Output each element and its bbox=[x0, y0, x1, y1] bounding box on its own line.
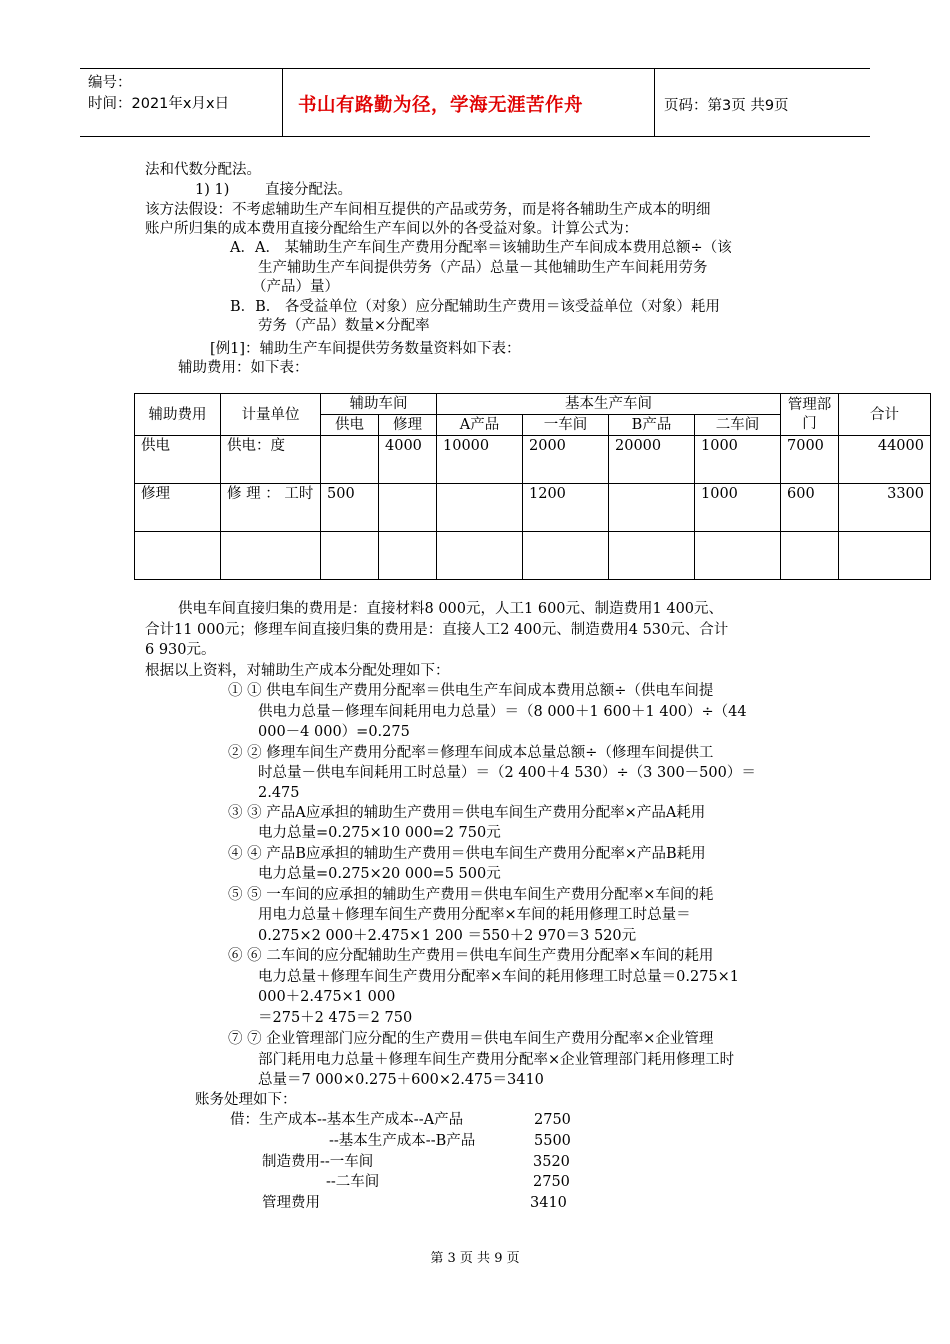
table-header: 基本生产车间 bbox=[437, 394, 781, 415]
code-label: 编号： bbox=[88, 75, 132, 91]
journal-entry-account: 制造费用--一车间 bbox=[262, 1154, 374, 1170]
service-quantity-table bbox=[134, 393, 931, 580]
body-text: 辅助费用：如下表： bbox=[178, 360, 309, 376]
body-text: 根据以上资料，对辅助生产成本分配处理如下： bbox=[145, 663, 450, 679]
table-cell bbox=[379, 484, 437, 532]
header-meta bbox=[88, 73, 229, 115]
calc-item-5: 0.275×2 000＋2.475×1 200 ＝550＋2 970＝3 520元 bbox=[258, 928, 637, 944]
body-text: 该方法假设：不考虑辅助生产车间相互提供的产品或劳务，而是将各辅助生产成本的明细 bbox=[145, 202, 711, 218]
journal-heading: 账务处理如下： bbox=[195, 1092, 297, 1108]
table-cell bbox=[221, 532, 321, 580]
header-divider bbox=[282, 69, 283, 136]
journal-entry-account: 管理费用 bbox=[262, 1195, 320, 1211]
journal-entry-account: --基本生产成本--B产品 bbox=[329, 1133, 476, 1149]
formula-a: （产品）量） bbox=[252, 279, 339, 295]
table-cell: 44000 bbox=[839, 436, 931, 484]
table-cell bbox=[609, 532, 695, 580]
body-text: 法和代数分配法。 bbox=[145, 162, 261, 178]
table-cell bbox=[437, 484, 523, 532]
table-cell: 供电：度 bbox=[221, 436, 321, 484]
table-cell bbox=[379, 532, 437, 580]
calc-item-3: ③ ③ 产品A应承担的辅助生产费用＝供电车间生产费用分配率×产品A耗用 bbox=[228, 805, 706, 821]
table-header: 管理部门 bbox=[781, 394, 839, 436]
table-row bbox=[135, 484, 931, 532]
calc-item-6: 电力总量＋修理车间生产费用分配率×车间的耗用修理工时总量＝0.275×1 bbox=[258, 969, 740, 985]
table-row bbox=[135, 532, 931, 580]
body-text: 供电车间直接归集的费用是：直接材料8 000元，人工1 600元、制造费用1 400元、 bbox=[178, 601, 724, 617]
table-cell: 4000 bbox=[379, 436, 437, 484]
table-cell: 修 理 ： 工时 bbox=[221, 484, 321, 532]
list-number: 1) 1) bbox=[195, 182, 230, 198]
body-text: 合计11 000元；修理车间直接归集的费用是：直接人工2 400元、制造费用4 530元、合计 bbox=[145, 622, 729, 638]
table-cell: 供电 bbox=[135, 436, 221, 484]
table-header: 辅助车间 bbox=[321, 394, 437, 415]
formula-b: 劳务（产品）数量×分配率 bbox=[258, 318, 430, 334]
table-cell bbox=[135, 532, 221, 580]
table-subheader: 供电 bbox=[321, 415, 379, 436]
header-motto: 书山有路勤为径，学海无涯苦作舟 bbox=[298, 95, 584, 116]
table-row bbox=[135, 436, 931, 484]
table-cell bbox=[523, 532, 609, 580]
table-cell: 20000 bbox=[609, 436, 695, 484]
calc-item-4: ④ ④ 产品B应承担的辅助生产费用＝供电车间生产费用分配率×产品B耗用 bbox=[228, 846, 706, 862]
calc-item-5: ⑤ ⑤ 一车间的应承担的辅助生产费用＝供电车间生产费用分配率×车间的耗 bbox=[228, 887, 714, 903]
journal-entry-account: 借：生产成本--基本生产成本--A产品 bbox=[230, 1112, 464, 1128]
calc-item-5: 用电力总量＋修理车间生产费用分配率×车间的耗用修理工时总量＝ bbox=[258, 907, 691, 923]
header-divider bbox=[654, 69, 655, 136]
table-subheader: 修理 bbox=[379, 415, 437, 436]
formula-a: A．A． 某辅助生产车间生产费用分配率＝该辅助生产车间成本费用总额÷（该 bbox=[230, 240, 732, 256]
formula-b: B．B． 各受益单位（对象）应分配辅助生产费用＝该受益单位（对象）耗用 bbox=[230, 299, 720, 315]
header-page-label: 页码：第3页 共9页 bbox=[664, 98, 789, 114]
formula-a: 生产辅助生产车间提供劳务（产品）总量－其他辅助生产车间耗用劳务 bbox=[258, 260, 708, 276]
table-subheader: A产品 bbox=[437, 415, 523, 436]
calc-item-6: ⑥ ⑥ 二车间的应分配辅助生产费用＝供电车间生产费用分配率×车间的耗用 bbox=[228, 948, 714, 964]
table-cell: 1200 bbox=[523, 484, 609, 532]
example-label: [例1]：辅助生产车间提供劳务数量资料如下表： bbox=[210, 341, 521, 357]
body-text: 6 930元。 bbox=[145, 642, 216, 658]
calc-item-1: 000－4 000）=0.275 bbox=[258, 724, 410, 740]
table-cell: 500 bbox=[321, 484, 379, 532]
table-subheader: 二车间 bbox=[695, 415, 781, 436]
journal-entry-account: --二车间 bbox=[326, 1174, 380, 1190]
table-cell bbox=[609, 484, 695, 532]
table-cell: 修理 bbox=[135, 484, 221, 532]
table-cell: 1000 bbox=[695, 484, 781, 532]
calc-item-6: ＝275＋2 475＝2 750 bbox=[258, 1010, 413, 1026]
calc-item-7: 部门耗用电力总量＋修理车间生产费用分配率×企业管理部门耗用修理工时 bbox=[258, 1052, 735, 1068]
table-cell bbox=[781, 532, 839, 580]
table-cell bbox=[695, 532, 781, 580]
table-cell: 600 bbox=[781, 484, 839, 532]
table-cell bbox=[839, 532, 931, 580]
table-cell bbox=[321, 532, 379, 580]
calc-item-2: 2.475 bbox=[258, 785, 300, 801]
calc-item-3: 电力总量=0.275×10 000=2 750元 bbox=[258, 825, 501, 841]
body-text: 账户所归集的成本费用直接分配给生产车间以外的各受益对象。计算公式为： bbox=[145, 221, 638, 237]
calc-item-4: 电力总量=0.275×20 000=5 500元 bbox=[258, 866, 501, 882]
date-label: 时间：2021年x月x日 bbox=[88, 96, 230, 112]
table-cell: 2000 bbox=[523, 436, 609, 484]
calc-item-7: ⑦ ⑦ 企业管理部门应分配的生产费用＝供电车间生产费用分配率×企业管理 bbox=[228, 1031, 714, 1047]
table-header: 合计 bbox=[839, 394, 931, 436]
table-header: 计量单位 bbox=[221, 394, 321, 436]
table-cell: 7000 bbox=[781, 436, 839, 484]
calc-item-1: 供电力总量－修理车间耗用电力总量）＝（8 000＋1 600＋1 400）÷（44 bbox=[258, 704, 747, 720]
journal-entry-amount: 2750 bbox=[534, 1112, 571, 1128]
section-heading: 直接分配法。 bbox=[265, 182, 352, 198]
table-subheader: B产品 bbox=[609, 415, 695, 436]
calc-item-1: ① ① 供电车间生产费用分配率＝供电生产车间成本费用总额÷（供电车间提 bbox=[228, 683, 714, 699]
page-footer: 第 3 页 共 9 页 bbox=[430, 1251, 520, 1266]
journal-entry-amount: 5500 bbox=[534, 1133, 571, 1149]
calc-item-6: 000＋2.475×1 000 bbox=[258, 989, 396, 1005]
table-cell: 1000 bbox=[695, 436, 781, 484]
calc-item-2: ② ② 修理车间生产费用分配率＝修理车间成本总量总额÷（修理车间提供工 bbox=[228, 745, 714, 761]
table-cell bbox=[437, 532, 523, 580]
page-header bbox=[80, 68, 870, 137]
table-cell: 10000 bbox=[437, 436, 523, 484]
journal-entry-amount: 3410 bbox=[530, 1195, 567, 1211]
table-cell: 3300 bbox=[839, 484, 931, 532]
table-cell bbox=[321, 436, 379, 484]
table-subheader: 一车间 bbox=[523, 415, 609, 436]
calc-item-7: 总量＝7 000×0.275＋600×2.475＝3410 bbox=[258, 1072, 544, 1088]
journal-entry-amount: 3520 bbox=[533, 1154, 570, 1170]
calc-item-2: 时总量－供电车间耗用工时总量）＝（2 400＋4 530）÷（3 300－500）＝ bbox=[258, 765, 756, 781]
journal-entry-amount: 2750 bbox=[533, 1174, 570, 1190]
table-header: 辅助费用 bbox=[135, 394, 221, 436]
